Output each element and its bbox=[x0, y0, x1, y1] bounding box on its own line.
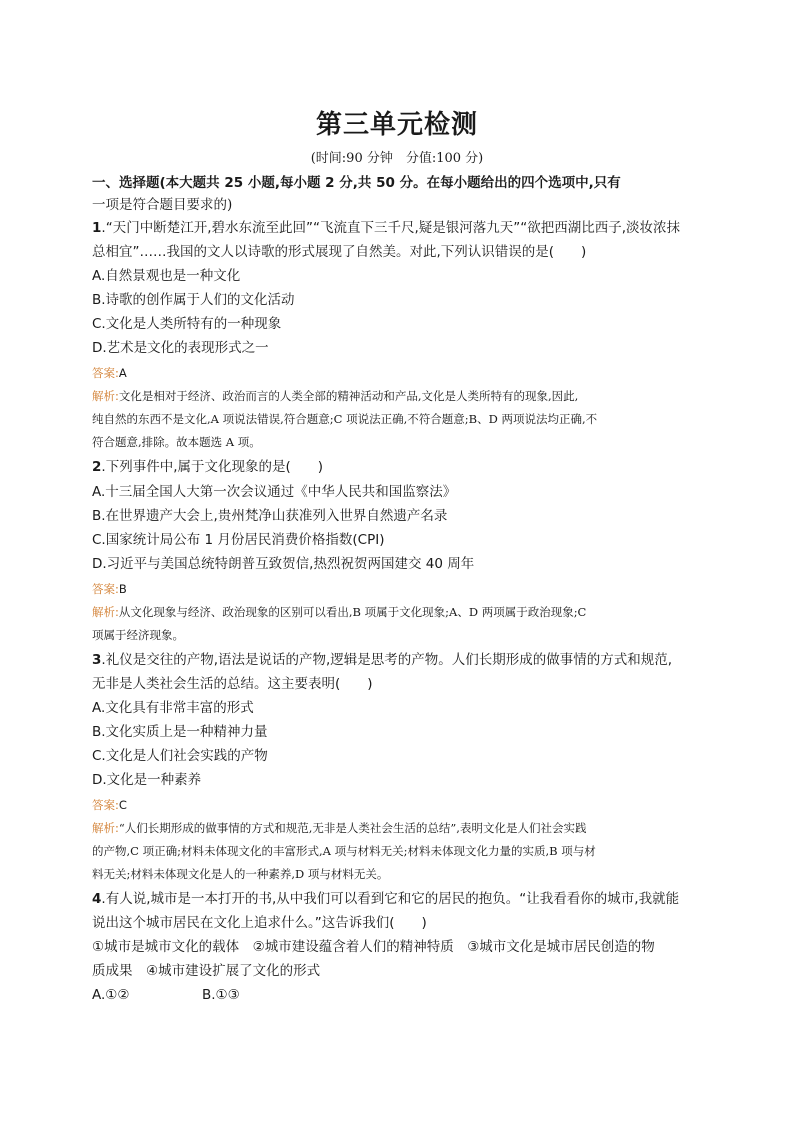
q4-choices: ①城市是城市文化的载体 ②城市建设蕴含着人们的精神特质 ③城市文化是城市居民创造的物 bbox=[92, 939, 655, 955]
q2-analysis-cont: 项属于经济现象。 bbox=[92, 628, 184, 642]
q2-answer: 答案:B bbox=[92, 582, 127, 596]
q1-option-a: A.自然景观也是一种文化 bbox=[92, 268, 241, 284]
q4-option-a: A.①② bbox=[92, 987, 130, 1003]
q3-option-b: B.文化实质上是一种精神力量 bbox=[92, 724, 268, 740]
q3-stem: 3.礼仪是交往的产物,语法是说话的产物,逻辑是思考的产物。人们长期形成的做事情的方式和规范, bbox=[92, 652, 673, 668]
section-heading-cont: 一项是符合题目要求的) bbox=[92, 197, 233, 213]
q3-analysis: 解析:“人们长期形成的做事情的方式和规范,无非是人类社会生活的总结”,表明文化是人们社会实践 bbox=[92, 821, 587, 835]
q3-analysis-cont2: 料无关;材料未体现文化是人的一种素养,D 项与材料无关。 bbox=[92, 867, 389, 881]
q3-number: 3 bbox=[92, 652, 102, 668]
q1-stem-cont: 总相宜”……我国的文人以诗歌的形式展现了自然美。对此,下列认识错误的是( ) bbox=[92, 244, 587, 260]
q2-option-b: B.在世界遗产大会上,贵州梵净山获准列入世界自然遗产名录 bbox=[92, 508, 448, 524]
q2-option-c: C.国家统计局公布 1 月份居民消费价格指数(CPI) bbox=[92, 532, 385, 548]
q3-analysis-cont: 的产物,C 项正确;材料未体现文化的丰富形式,A 项与材料无关;材料未体现文化力量的实质,B 项与材 bbox=[92, 844, 596, 858]
q2-analysis: 解析:从文化现象与经济、政治现象的区别可以看出,B 项属于文化现象;A、D 两项属于政治现象;C bbox=[92, 605, 587, 619]
q3-option-a: A.文化具有非常丰富的形式 bbox=[92, 700, 254, 716]
q1-number: 1 bbox=[92, 220, 102, 236]
q1-option-c: C.文化是人类所特有的一种现象 bbox=[92, 316, 282, 332]
q1-option-d: D.艺术是文化的表现形式之一 bbox=[92, 340, 269, 356]
q1-option-b: B.诗歌的创作属于人们的文化活动 bbox=[92, 292, 295, 308]
q1-answer: 答案:A bbox=[92, 366, 127, 380]
exam-time-score: (时间:90 分钟 分值:100 分) bbox=[310, 151, 484, 166]
q1-analysis: 解析:文化是相对于经济、政治而言的人类全部的精神活动和产品,文化是人类所特有的现象,因此, bbox=[92, 389, 579, 403]
q4-choices-cont: 质成果 ④城市建设扩展了文化的形式 bbox=[92, 963, 321, 979]
q2-number: 2 bbox=[92, 459, 102, 475]
section-heading: 一、选择题(本大题共 25 小题,每小题 2 分,共 50 分。在每小题给出的四个选项中,只有 bbox=[92, 175, 621, 191]
q3-answer: 答案:C bbox=[92, 798, 127, 812]
q1-analysis-cont: 纯自然的东西不是文化,A 项说法错误,符合题意;C 项说法正确,不符合题意;B、D 两项说法均正确,不 bbox=[92, 412, 598, 426]
q3-option-d: D.文化是一种素养 bbox=[92, 772, 202, 788]
page-title: 第三单元检测 bbox=[315, 110, 478, 140]
q4-stem-cont: 说出这个城市居民在文化上追求什么。”这告诉我们( ) bbox=[92, 915, 427, 931]
q3-option-c: C.文化是人们社会实践的产物 bbox=[92, 748, 268, 764]
q2-option-d: D.习近平与美国总统特朗普互致贺信,热烈祝贺两国建交 40 周年 bbox=[92, 556, 475, 572]
q4-stem: 4.有人说,城市是一本打开的书,从中我们可以看到它和它的居民的抱负。“让我看看你的城市,我就能 bbox=[92, 891, 680, 907]
q2-option-a: A.十三届全国人大第一次会议通过《中华人民共和国监察法》 bbox=[92, 484, 457, 500]
q4-option-b: B.①③ bbox=[202, 987, 240, 1003]
q2-stem: 2.下列事件中,属于文化现象的是( ) bbox=[92, 459, 324, 475]
q3-stem-cont: 无非是人类社会生活的总结。这主要表明( ) bbox=[92, 676, 373, 692]
q1-analysis-cont2: 符合题意,排除。故本题选 A 项。 bbox=[92, 435, 261, 449]
q1-stem: 1.“天门中断楚江开,碧水东流至此回”“飞流直下三千尺,疑是银河落九天”“欲把西湖比西子,淡妆浓抹 bbox=[92, 220, 681, 236]
q4-number: 4 bbox=[92, 891, 102, 907]
